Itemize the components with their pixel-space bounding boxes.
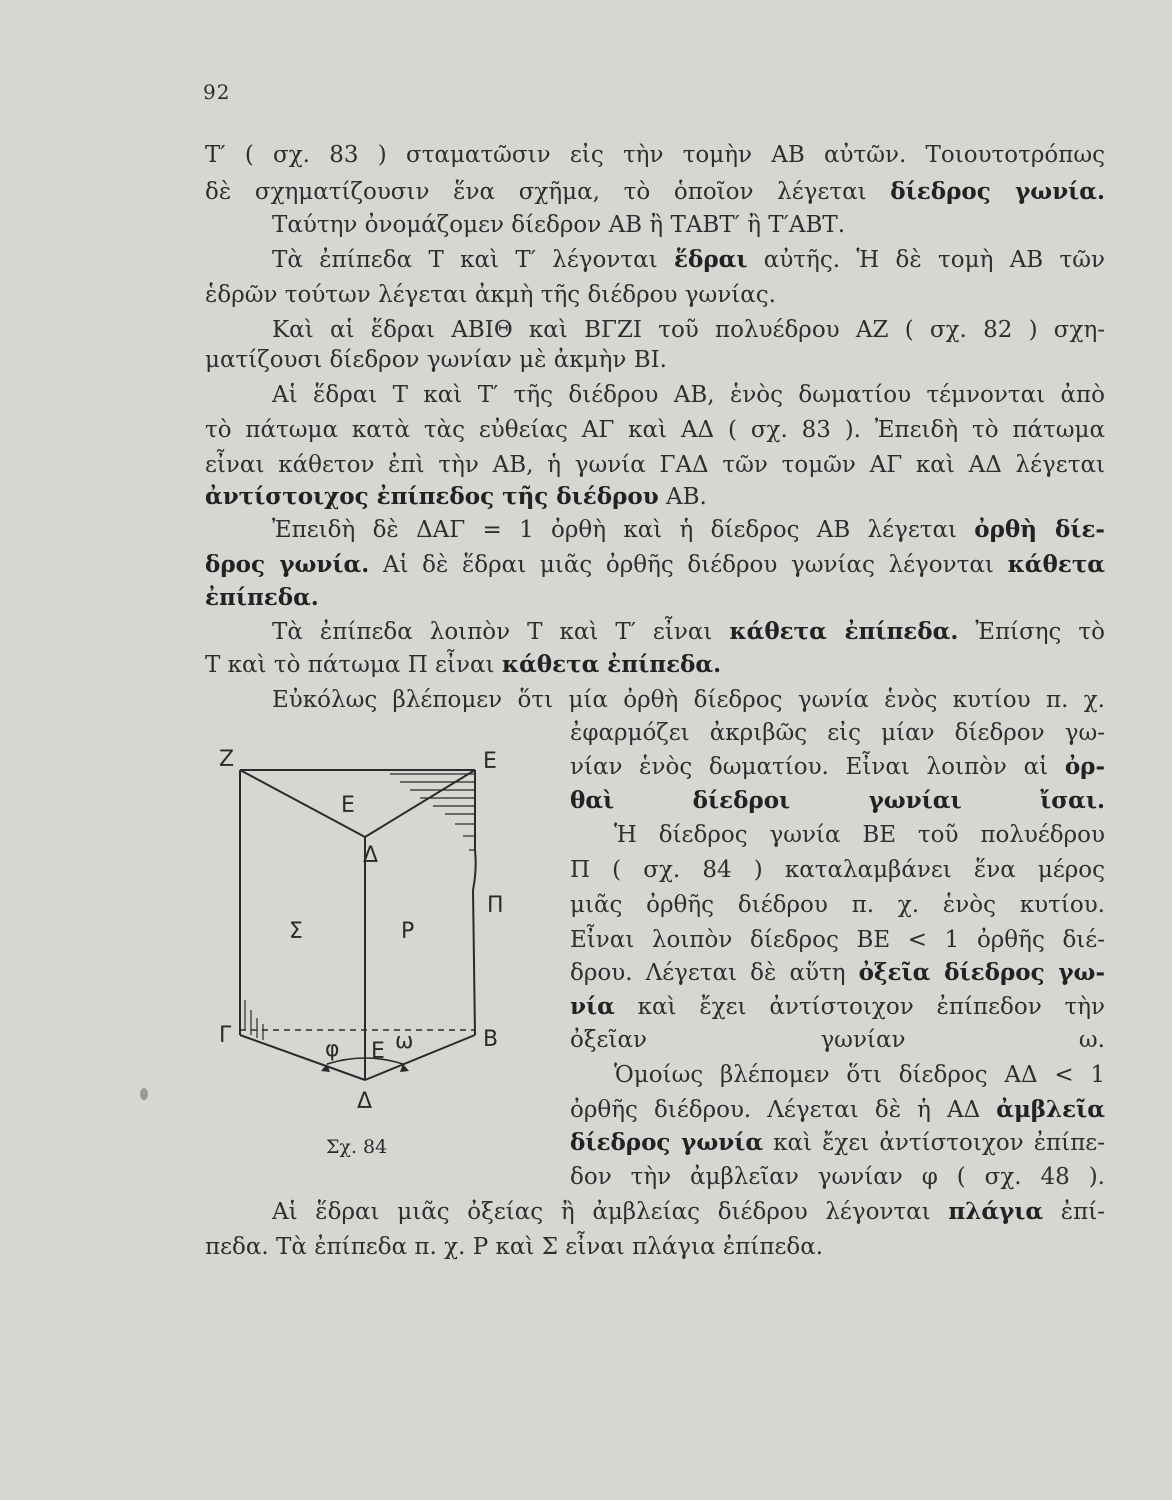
text-line: T′ ( σχ. 83 ) σταματῶσιν εἰς τὴν τομὴν ΑΒ αὐτῶν. Τοιουτοτρόπως (205, 142, 1105, 168)
page-number: 92 (203, 80, 231, 104)
text-line: Εἶναι λοιπὸν δίεδρος ΒΕ < 1 ὀρθῆς διέ- (570, 927, 1105, 953)
label-Rho: Ρ (401, 919, 415, 944)
label-E-top: Ε (483, 749, 497, 774)
text-line: ματίζουσι δίεδρον γωνίαν μὲ ἀκμὴν ΒΙ. (205, 347, 667, 373)
term-obtuse: ἀμβλεῖα (996, 1096, 1105, 1123)
text-line: Αἱ ἕδραι μιᾶς ὀξείας ἢ ἀμβλείας διέδρου λέγονται πλάγια ἐπί- (272, 1198, 1106, 1225)
figure-84-prism (205, 740, 525, 1140)
label-phi: φ (325, 1037, 340, 1062)
text-line: ἐφαρμόζει ἀκριβῶς εἰς μίαν δίεδρον γω- (570, 720, 1105, 746)
text-line: μιᾶς ὀρθῆς διέδρου π. χ. ἑνὸς κυτίου. (570, 892, 1105, 918)
term-corresponding-plane-angle: ἀντίστοιχος ἐπίπεδος τῆς διέδρου (205, 483, 659, 510)
text-line: δρου. Λέγεται δὲ αὕτη ὀξεῖα δίεδρος γω- (570, 959, 1106, 986)
text-line: Αἱ ἕδραι Τ καὶ Τ′ τῆς διέδρου ΑΒ, ἑνὸς δωματίου τέμνονται ἀπὸ (272, 382, 1105, 408)
term-right-dihedrals-equal: θαὶ δίεδροι γωνίαι ἴσαι. (570, 787, 1105, 814)
text-line: νίαν ἑνὸς δωματίου. Εἶναι λοιπὸν αἱ ὀρ- (570, 753, 1105, 780)
text-line: Τὰ ἐπίπεδα λοιπὸν Τ καὶ Τ′ εἶναι κάθετα ἐπίπεδα. Ἐπίσης τὸ (272, 618, 1105, 645)
text-line: πεδα. Τὰ ἐπίπεδα π. χ. Ρ καὶ Σ εἶναι πλάγια ἐπίπεδα. (205, 1234, 824, 1260)
text-line: εἶναι κάθετον ἐπὶ τὴν ΑΒ, ἡ γωνία ΓΑΔ τῶν τομῶν ΑΓ καὶ ΑΔ λέγεται (205, 452, 1105, 478)
figure-caption: Σχ. 84 (326, 1136, 388, 1158)
label-Delta-mid: Δ (363, 843, 379, 868)
label-Pi: Π (487, 893, 504, 918)
text-line: ὀρθῆς διέδρου. Λέγεται δὲ ἡ ΑΔ ἀμβλεῖα (570, 1096, 1105, 1123)
paper-smudge (140, 1088, 148, 1100)
text-line: Τ καὶ τὸ πάτωμα Π εἶναι κάθετα ἐπίπεδα. (205, 651, 722, 678)
text-line: Ἐπειδὴ δὲ ΔΑΓ = 1 ὀρθὴ καὶ ἡ δίεδρος ΑΒ λέγεται ὀρθὴ δίε- (272, 516, 1105, 543)
label-Sigma: Σ (289, 919, 303, 944)
text-line: ἑδρῶν τούτων λέγεται ἀκμὴ τῆς διέδρου γωνίας. (205, 282, 776, 308)
label-omega: ω (395, 1029, 414, 1054)
text-line: δίεδρος γωνία καὶ ἔχει ἀντίστοιχον ἐπίπε- (570, 1129, 1105, 1156)
text-line: Π ( σχ. 84 ) καταλαμβάνει ἕνα μέρος (570, 857, 1105, 883)
text-line: δρος γωνία. Αἱ δὲ ἕδραι μιᾶς ὀρθῆς διέδρου γωνίας λέγονται κάθετα (205, 551, 1105, 578)
text-line: Καὶ αἱ ἕδραι ΑΒΙΘ καὶ ΒΓΖΙ τοῦ πολυέδρου ΑΖ ( σχ. 82 ) σχη- (272, 317, 1105, 343)
text-line: Ταύτην ὀνομάζομεν δίεδρον ΑΒ ἢ ΤΑΒΤ′ ἢ Τ′ΑΒΤ. (272, 212, 846, 238)
term-right-dihedral: ὀρθὴ δίε- (974, 516, 1105, 543)
text-line: Τὰ ἐπίπεδα Τ καὶ Τ′ λέγονται ἕδραι αὐτῆς. Ἡ δὲ τομὴ ΑΒ τῶν (272, 246, 1106, 273)
label-E-face: Ε (341, 793, 355, 818)
text-line: Ἡ δίεδρος γωνία ΒΕ τοῦ πολυέδρου (614, 822, 1105, 848)
text-line: ὀξεῖαν γωνίαν ω. (570, 1027, 1105, 1053)
term-perpendicular: κάθετα (1007, 551, 1105, 578)
text-line: Εὐκόλως βλέπομεν ὅτι μία ὀρθὴ δίεδρος γωνία ἑνὸς κυτίου π. χ. (272, 687, 1105, 713)
label-Z: Ζ (219, 747, 235, 772)
term-faces: ἕδραι (674, 246, 748, 273)
label-Gamma: Γ (219, 1023, 232, 1048)
text-line: τὸ πάτωμα κατὰ τὰς εὐθείας ΑΓ καὶ ΑΔ ( σχ. 83 ). Ἐπειδὴ τὸ πάτωμα (205, 417, 1105, 443)
term-obtuse-dihedral: δίεδρος γωνία (570, 1129, 764, 1156)
term-acute-dihedral: ὀξεῖα δίεδρος γω- (858, 959, 1106, 986)
label-B: Β (483, 1027, 499, 1052)
label-E-bottom: Ε (371, 1039, 385, 1064)
text-line (570, 786, 1105, 816)
text-line: ἀντίστοιχος ἐπίπεδος τῆς διέδρου ΑΒ. (205, 483, 707, 510)
label-Delta-bottom: Δ (357, 1089, 373, 1114)
text-line: νία καὶ ἔχει ἀντίστοιχον ἐπίπεδον τὴν (570, 993, 1105, 1020)
text-line: δὲ σχηματίζουσιν ἕνα σχῆμα, τὸ ὁποῖον λέγεται δίεδρος γωνία. (205, 178, 1105, 205)
text-line: Ὁμοίως βλέπομεν ὅτι δίεδρος ΑΔ < 1 (614, 1062, 1105, 1088)
term-dihedral-angle: δίεδρος γωνία. (890, 178, 1105, 205)
term-oblique: πλάγια (948, 1198, 1044, 1225)
text-line: δον τὴν ἀμβλεῖαν γωνίαν φ ( σχ. 48 ). (570, 1164, 1105, 1190)
text-line: ἐπίπεδα. (205, 584, 319, 611)
